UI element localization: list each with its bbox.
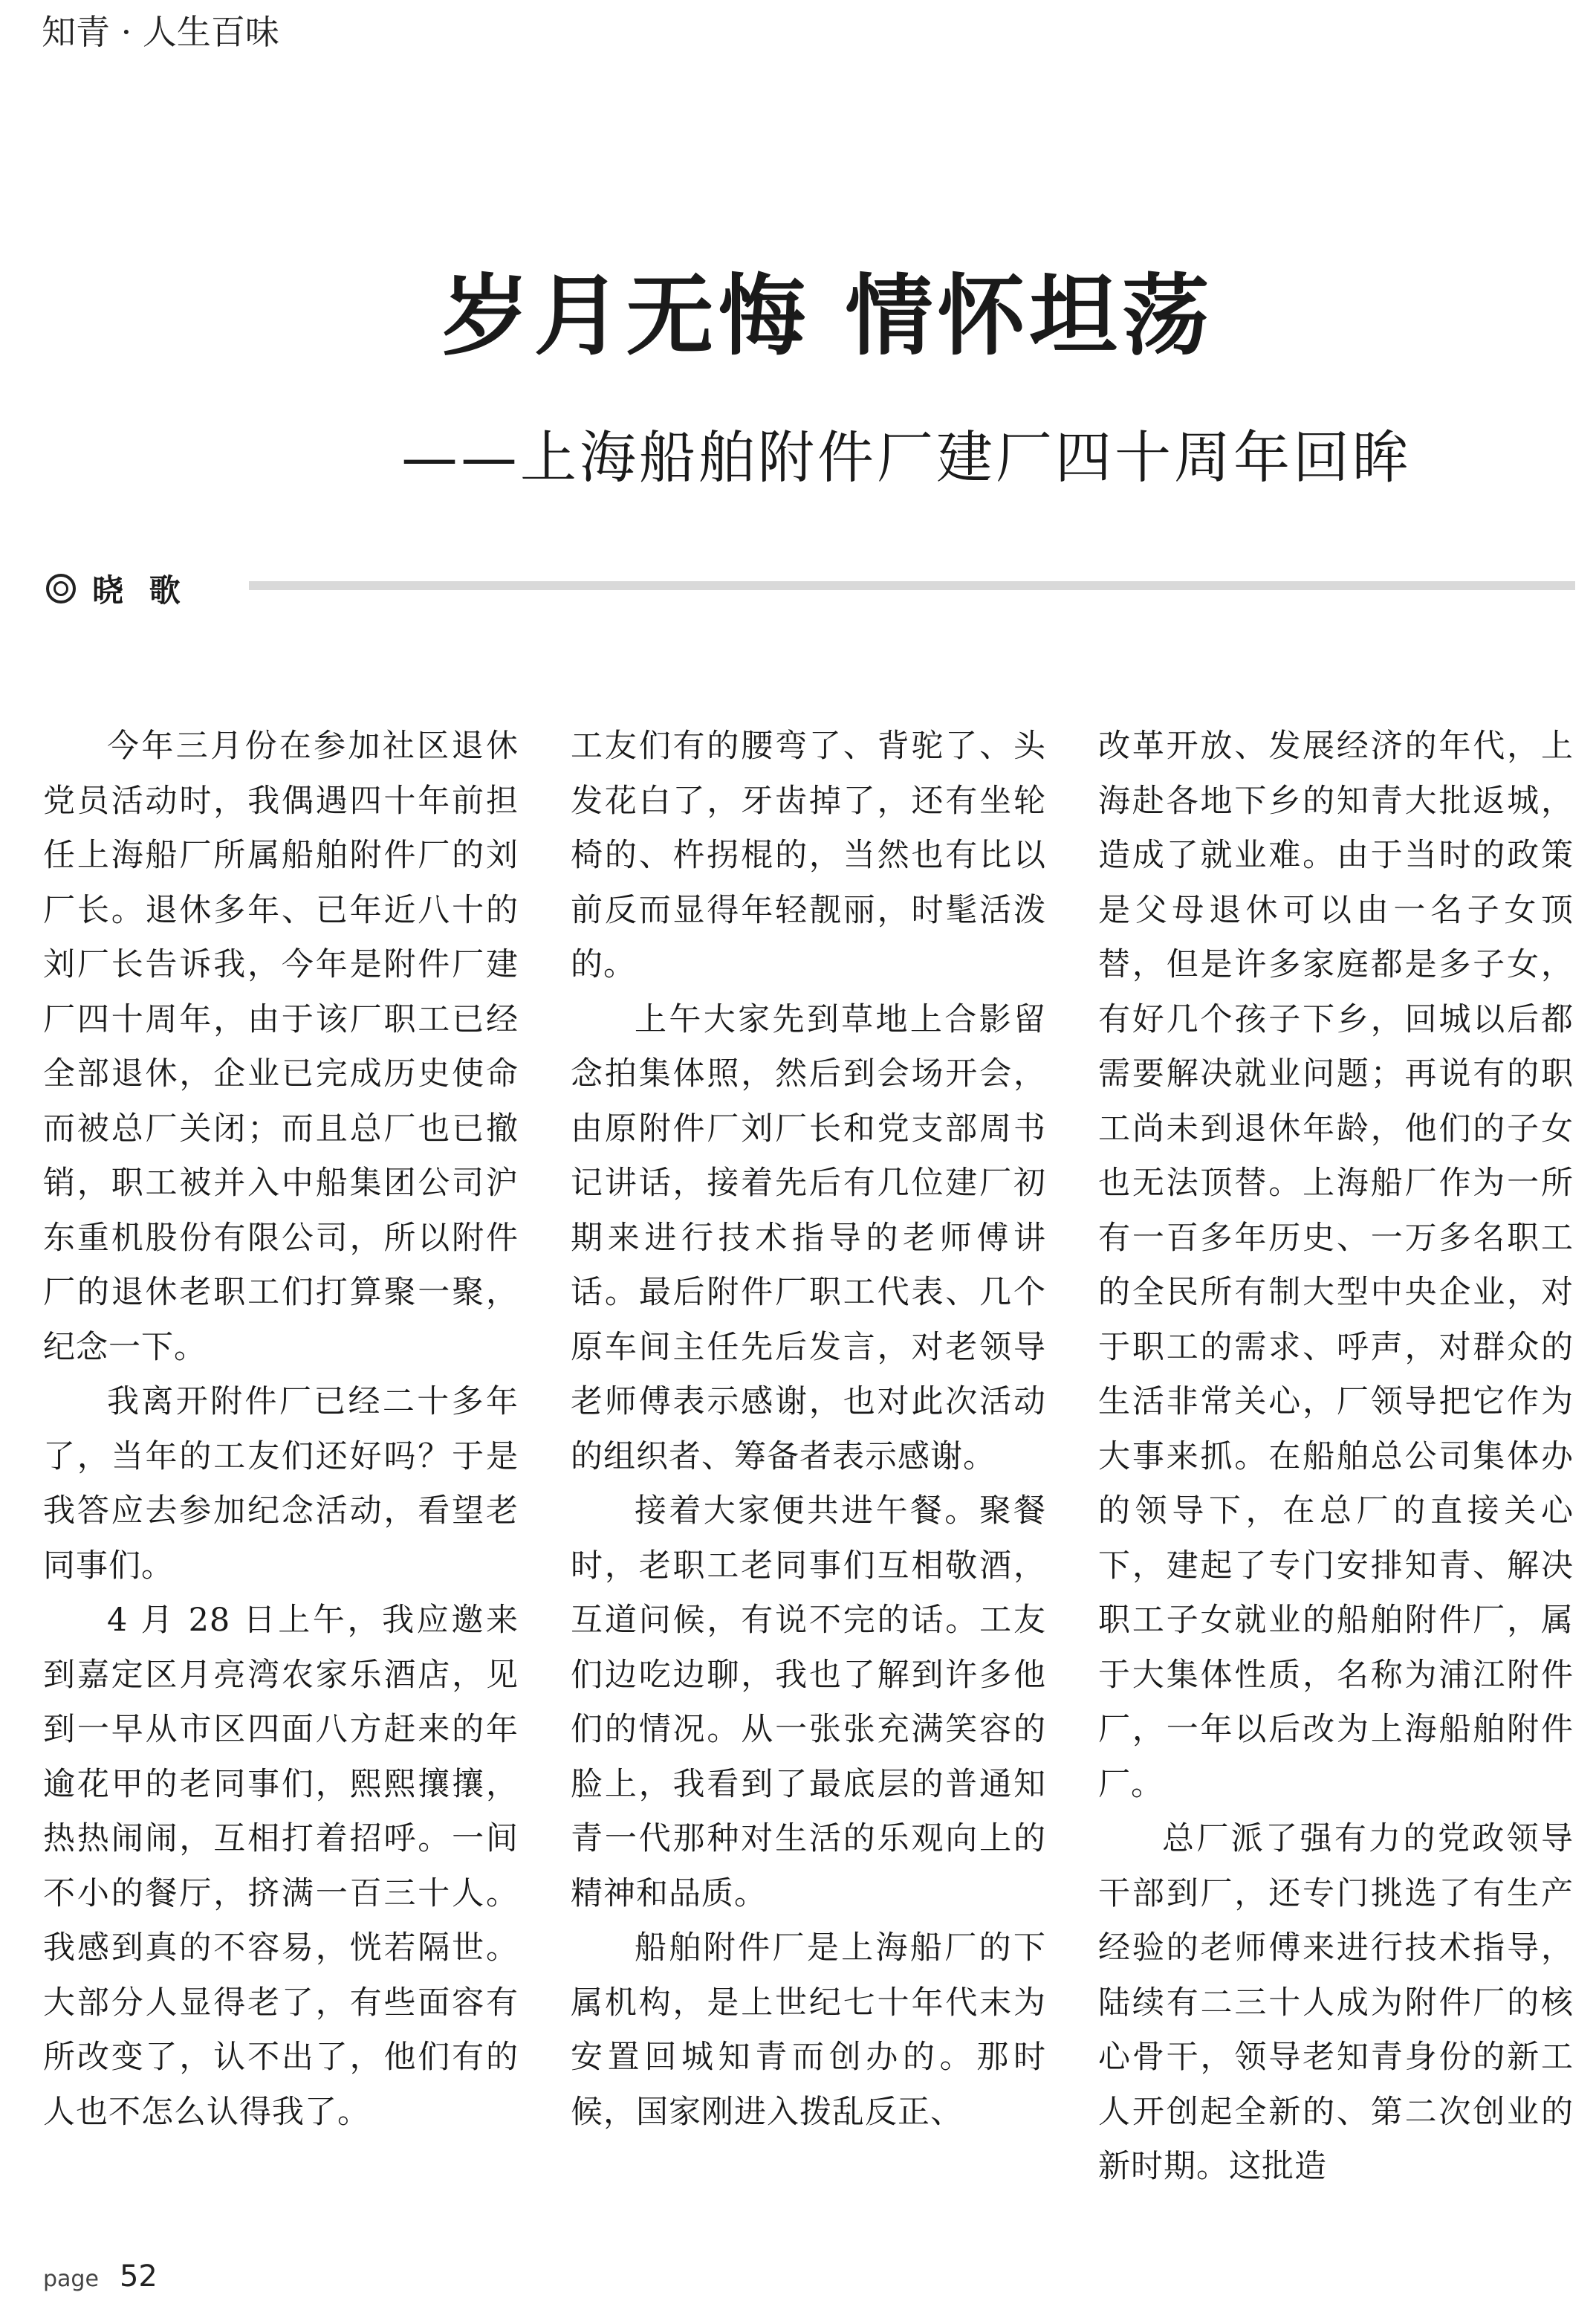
paragraph: 我离开附件厂已经二十多年了，当年的工友们还好吗？于是我答应去参加纪念活动，看望老同事们。: [43, 1383, 519, 1585]
text-column-2: [571, 719, 1046, 2176]
paragraph: 总厂派了强有力的党政领导干部到厂，还专门挑选了有生产经验的老师傅来进行技术指导，陆续有二三十人成为附件厂的核心骨干，领导老知青身份的新工人开创起全新的、第二次创业的新时期。这批造: [1098, 1820, 1574, 2185]
text-column-1: [43, 719, 519, 2176]
paragraph: 船舶附件厂是上海船厂的下属机构，是上世纪七十年代末为安置回城知青而创办的。那时候，国家刚进入拨乱反正、: [571, 1929, 1046, 2131]
byline-divider: [249, 581, 1575, 590]
article-subtitle: ——上海船舶附件厂建厂四十周年回眸: [401, 424, 1412, 491]
author-name: 晓 歌: [92, 572, 188, 609]
article-body: [43, 719, 1574, 2185]
paragraph: 上午大家先到草地上合影留念拍集体照，然后到会场开会，由原附件厂刘厂长和党支部周书记讲话，接着先后有几位建厂初期来进行技术指导的老师傅讲话。最后附件厂职工代表、几个原车间主任先后发言，对老领导老师傅表示感谢，也对此次活动的组织者、筹备者表示感谢。: [571, 1000, 1046, 1475]
paragraph: 今年三月份在参加社区退休党员活动时，我偶遇四十年前担任上海船厂所属船舶附件厂的刘厂长。退休多年、已年近八十的刘厂长告诉我，今年是附件厂建厂四十周年，由于该厂职工已经全部退休，企业已完成历史使命而被总厂关闭；而且总厂也已撤销，职工被并入中船集团公司沪东重机股份有限公司，所以附件厂的退休老职工们打算聚一聚，纪念一下。: [43, 728, 519, 1366]
page-number: 52: [119, 2259, 158, 2294]
paragraph: 工友们有的腰弯了、背驼了、头发花白了，牙齿掉了，还有坐轮椅的、杵拐棍的，当然也有比以前反而显得年轻靓丽，时髦活泼的。: [571, 728, 1046, 983]
paragraph: 接着大家便共进午餐。聚餐时，老职工老同事们互相敬酒，互道问候，有说不完的话。工友们边吃边聊，我也了解到许多他们的情况。从一张张充满笑容的脸上，我看到了最底层的普通知青一代那种对生活的乐观向上的精神和品质。: [571, 1492, 1046, 1912]
text-column-3: [1098, 719, 1574, 2185]
author-mark-icon: [46, 574, 76, 603]
article-title: 岁月无悔 情怀坦荡: [441, 265, 1214, 367]
byline: [46, 566, 188, 611]
page-footer: [43, 2259, 158, 2294]
section-label: 知青 · 人生百味: [42, 12, 279, 52]
paragraph: 4 月 28 日上午，我应邀来到嘉定区月亮湾农家乐酒店，见到一早从市区四面八方赶来的年逾花甲的老同事们，熙熙攘攘，热热闹闹，互相打着招呼。一间不小的餐厅，挤满一百三十人。我感到真的不容易，恍若隔世。大部分人显得老了，有些面容有所改变了，认不出了，他们有的人也不怎么认得我了。: [43, 1602, 519, 2131]
page-label: page: [43, 2266, 99, 2292]
paragraph: 改革开放、发展经济的年代，上海赴各地下乡的知青大批返城，造成了就业难。由于当时的政策是父母退休可以由一名子女顶替，但是许多家庭都是多子女，有好几个孩子下乡，回城以后都需要解决就业问题；再说有的职工尚未到退休年龄，他们的子女也无法顶替。上海船厂作为一所有一百多年历史、一万多名职工的全民所有制大型中央企业，对于职工的需求、呼声，对群众的生活非常关心，厂领导把它作为大事来抓。在船舶总公司集体办的领导下，在总厂的直接关心下，建起了专门安排知青、解决职工子女就业的船舶附件厂，属于大集体性质，名称为浦江附件厂，一年以后改为上海船舶附件厂。: [1098, 728, 1574, 1803]
